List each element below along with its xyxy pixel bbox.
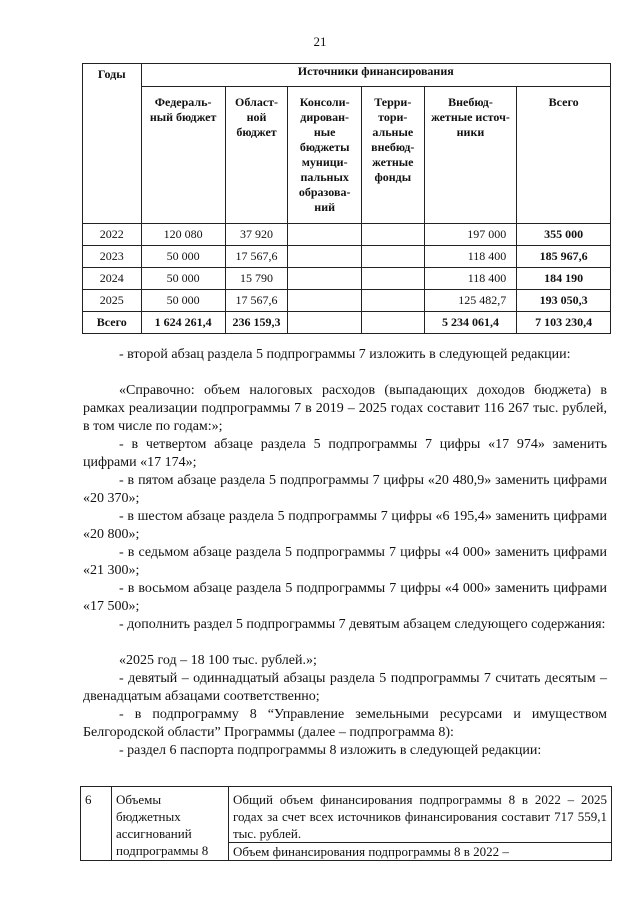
cell-territorial [361,246,424,268]
cell-consolidated [288,312,361,334]
financing-table [82,63,611,334]
paragraph: «Справочно: объем налоговых расходов (выпадающих доходов бюджета) в рамках реализации подпрограммы 7 в 2019 – 2025 годах составит 116 267 тыс. рублей, в том числе по годам:»; [83,383,607,434]
column-header-territorial: Терри-тори-альные внебюд-жетные фонды [361,87,424,224]
passport-row-number: 6 [81,787,112,861]
paragraph: - второй абзац раздела 5 подпрограммы 7 изложить в следующей редакции: [119,347,571,362]
cell-territorial [361,290,424,312]
cell-year: 2024 [83,268,142,290]
table-row [83,246,611,268]
cell-regional: 37 920 [225,224,288,246]
cell-consolidated [288,246,361,268]
cell-regional: 15 790 [225,268,288,290]
column-header-federal: Федераль-ный бюджет [141,87,225,224]
cell-year: 2023 [83,246,142,268]
cell-federal: 120 080 [141,224,225,246]
cell-federal: 1 624 261,4 [141,312,225,334]
paragraph: - дополнить раздел 5 подпрограммы 7 девятым абзацем следующего содержания: [119,617,606,632]
cell-total: 185 967,6 [517,246,611,268]
cell-year: Всего [83,312,142,334]
passport-table [80,786,612,861]
paragraph: «2025 год – 18 100 тыс. рублей.»; [119,653,317,668]
cell-consolidated [288,290,361,312]
cell-extrabudget: 118 400 [424,246,517,268]
paragraph: - девятый – одиннадцатый абзацы раздела 5 подпрограммы 7 считать десятым – двенадцатым абзацами соответственно; [83,671,607,704]
cell-federal: 50 000 [141,246,225,268]
cell-total: 355 000 [517,224,611,246]
cell-territorial [361,312,424,334]
passport-text-total: Общий объем финансирования подпрограммы 8 в 2022 – 2025 годах за счет всех источников финансирования составит 717 559,1 тыс. рублей. [233,792,607,841]
table-row [83,290,611,312]
paragraph: - в шестом абзаце раздела 5 подпрограммы 7 цифры «6 195,4» заменить цифрами «20 800»; [83,509,607,542]
cell-extrabudget: 5 234 061,4 [424,312,517,334]
cell-regional: 236 159,3 [225,312,288,334]
sources-header: Источники финансирования [141,64,610,87]
cell-total: 7 103 230,4 [517,312,611,334]
column-header-total: Всего [517,87,611,224]
years-header: Годы [83,64,142,224]
passport-text-yearly: Объем финансирования подпрограммы 8 в 2022 – [229,842,611,860]
paragraph: - раздел 6 паспорта подпрограммы 8 изложить в следующей редакции: [119,743,542,758]
paragraph: - в подпрограмму 8 “Управление земельными ресурсами и имуществом Белгородской области” Программы (далее – подпрограмма 8): [83,707,607,740]
cell-extrabudget: 118 400 [424,268,517,290]
passport-row-label: Объемы бюджетных ассигнований подпрограммы 8 [112,787,229,861]
table-total-row [83,312,611,334]
table-row [83,268,611,290]
cell-federal: 50 000 [141,290,225,312]
cell-federal: 50 000 [141,268,225,290]
cell-total: 193 050,3 [517,290,611,312]
cell-consolidated [288,224,361,246]
cell-extrabudget: 125 482,7 [424,290,517,312]
cell-consolidated [288,268,361,290]
column-header-consolidated: Консоли-дирован-ные бюджеты муници-пальных образова-ний [288,87,361,224]
cell-regional: 17 567,6 [225,246,288,268]
column-header-regional: Област-ной бюджет [225,87,288,224]
cell-territorial [361,268,424,290]
cell-regional: 17 567,6 [225,290,288,312]
cell-year: 2025 [83,290,142,312]
paragraph: - в четвертом абзаце раздела 5 подпрограммы 7 цифры «17 974» заменить цифрами «17 174»; [83,437,607,470]
cell-territorial [361,224,424,246]
paragraph: - в восьмом абзаце раздела 5 подпрограммы 7 цифры «4 000» заменить цифрами «17 500»; [83,581,607,614]
page-number: 21 [313,34,327,49]
cell-year: 2022 [83,224,142,246]
paragraph: - в пятом абзаце раздела 5 подпрограммы 7 цифры «20 480,9» заменить цифрами «20 370»; [83,473,607,506]
cell-total: 184 190 [517,268,611,290]
column-header-extrabudget: Внебюд-жетные источ-ники [424,87,517,224]
cell-extrabudget: 197 000 [424,224,517,246]
table-row [83,224,611,246]
paragraph: - в седьмом абзаце раздела 5 подпрограммы 7 цифры «4 000» заменить цифрами «21 300»; [83,545,607,578]
passport-row-content [229,787,612,861]
